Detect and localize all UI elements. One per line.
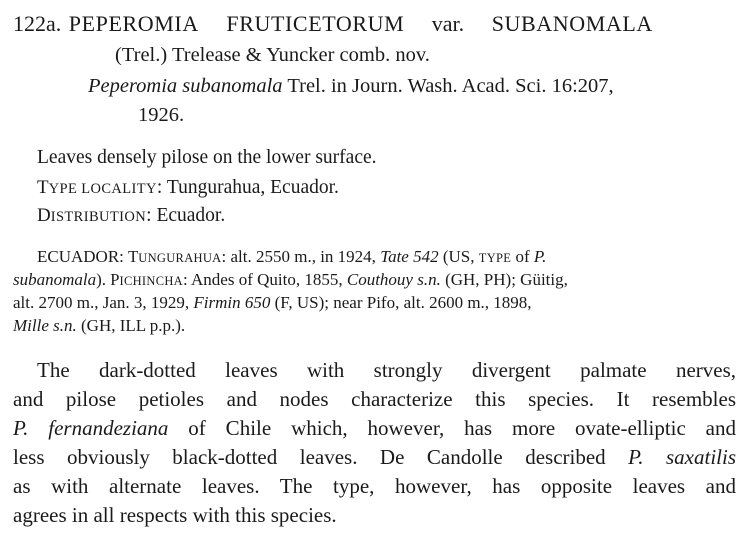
synonym-year: 1926. bbox=[138, 104, 185, 126]
entry-number: 122a. bbox=[13, 11, 62, 36]
species-name: FRUTICETORUM bbox=[226, 11, 405, 36]
specimen-line-3: alt. 2700 m., Jan. 3, 1929, Firmin 650 (F, US); near Pifo, alt. 2600 m., 1898, bbox=[13, 293, 532, 312]
distribution: DISTRIBUTION: Ecuador. bbox=[37, 205, 226, 226]
collector-couthouy: Couthouy s.n. bbox=[346, 270, 441, 289]
synonym-citation: Trel. in Journ. Wash. Acad. Sci. 16:207, bbox=[287, 75, 614, 97]
variety-name: SUBANOMALA bbox=[491, 11, 653, 36]
synonym-name: Peperomia subanomala bbox=[88, 75, 283, 97]
collector-mille: Mille s.n. bbox=[13, 316, 77, 335]
type-locality: TYPE LOCALITY: Tungurahua, Ecuador. bbox=[37, 177, 339, 198]
specimen-line-1: ECUADOR: TUNGURAHUA: alt. 2550 m., in 1924, Tate 542 (US, TYPE of P. bbox=[37, 247, 547, 266]
leaves-description: Leaves densely pilose on the lower surface. bbox=[37, 147, 377, 168]
variety-abbr: var. bbox=[431, 11, 465, 36]
collector-firmin: Firmin 650 bbox=[193, 293, 271, 312]
specimen-line-2: subanomala). PICHINCHA: Andes of Quito, 1855, Couthouy s.n. (GH, PH); Güitig, bbox=[13, 270, 568, 289]
genus-name: PEPEROMIA bbox=[68, 11, 199, 36]
specimen-line-4: Mille s.n. (GH, ILL p.p.). bbox=[13, 316, 186, 335]
species-saxatilis: P. saxatilis bbox=[628, 445, 736, 469]
discussion-line-6: agrees in all respects with this species. bbox=[13, 503, 337, 527]
heading-authority: (Trel.) Trelease & Yuncker comb. nov. bbox=[115, 44, 430, 66]
collector-tate: Tate 542 bbox=[380, 247, 439, 266]
discussion-line-3: P. fernandeziana of Chile which, however, has more ovate-elliptic and bbox=[13, 416, 737, 440]
heading-title bbox=[13, 13, 653, 35]
discussion-line-4: less obviously black-dotted leaves. De Candolle described P. saxatilis bbox=[13, 445, 736, 469]
type-locality-value: : Tungurahua, Ecuador. bbox=[156, 177, 339, 198]
discussion-line-2: and pilose petioles and nodes characterize this species. It resembles bbox=[13, 387, 736, 411]
discussion-line-5: as with alternate leaves. The type, however, has opposite leaves and bbox=[13, 474, 736, 498]
distribution-value: : Ecuador. bbox=[146, 205, 226, 226]
synonym-line bbox=[88, 76, 614, 97]
discussion-line-1: The dark-dotted leaves with strongly divergent palmate nerves, bbox=[37, 358, 736, 382]
species-fernandeziana: P. fernandeziana bbox=[13, 416, 169, 440]
